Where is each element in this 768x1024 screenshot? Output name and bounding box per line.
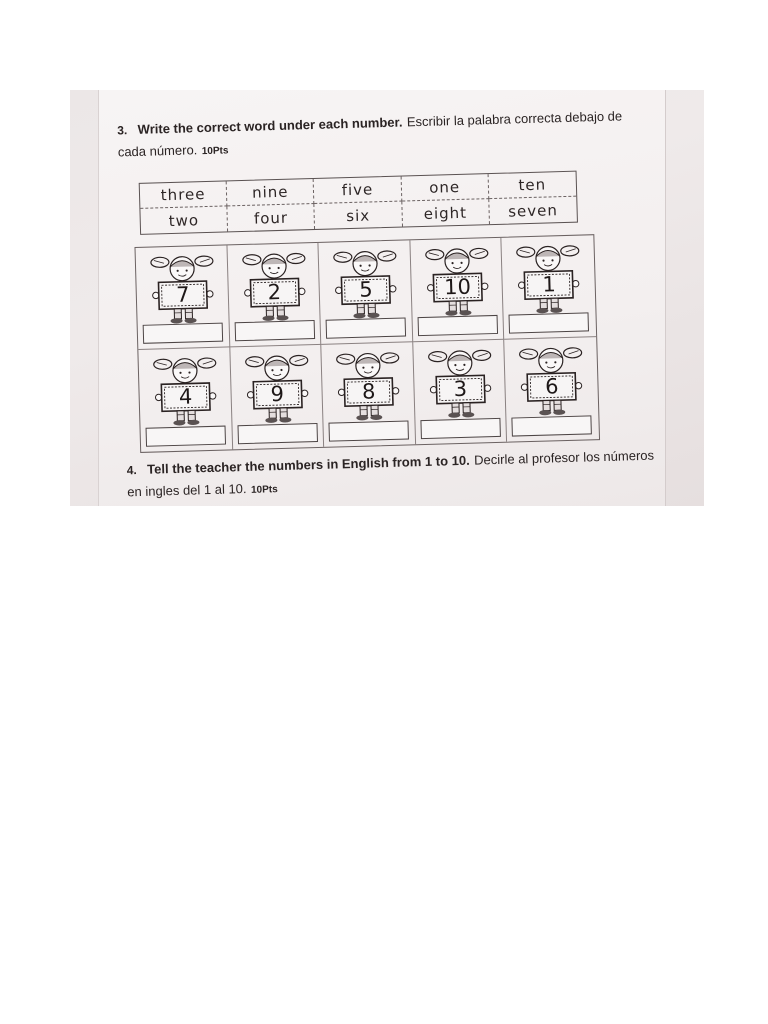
word-bank-word: six	[315, 202, 403, 229]
word-bank-word: four	[228, 204, 316, 231]
number-card	[227, 243, 321, 348]
answer-box[interactable]	[509, 312, 589, 333]
question-3-instruction-es: Escribir la palabra correcta debajo de cada número.	[117, 108, 623, 160]
word-bank-word: seven	[507, 200, 559, 221]
card-number: 3	[453, 376, 468, 402]
answer-box[interactable]	[237, 423, 317, 444]
card-number: 9	[270, 381, 285, 407]
number-card-grid	[134, 234, 600, 453]
card-number: 10	[443, 274, 472, 300]
number-card	[136, 245, 230, 350]
question-4-instruction-es: Decirle al profesor los números en ingles del 1 al 10.	[127, 447, 655, 500]
word-bank-word: three	[140, 181, 228, 208]
question-3-points: 10Pts	[201, 145, 229, 158]
number-card	[413, 340, 507, 445]
card-number: 7	[175, 282, 190, 307]
card-number: 4	[178, 384, 193, 409]
word-bank-word: two	[140, 206, 228, 233]
answer-box[interactable]	[326, 317, 406, 338]
word-bank-word: nine	[227, 179, 315, 206]
answer-box[interactable]	[146, 426, 226, 447]
answer-box[interactable]	[329, 420, 409, 441]
question-4-points: 10Pts	[250, 484, 278, 496]
number-card	[319, 240, 413, 345]
question-4-instruction-en: Tell the teacher the numbers in English from 1 to 10.	[146, 452, 470, 477]
word-bank-word: eight	[402, 199, 490, 226]
card-number: 1	[542, 272, 557, 297]
question-3-instruction-en: Write the correct word under each number.	[137, 114, 403, 137]
word-bank-word: ten	[488, 172, 576, 199]
word-bank	[139, 171, 578, 235]
card-number: 2	[267, 279, 282, 305]
question-3-number: 3.	[117, 123, 128, 138]
number-card	[321, 342, 415, 447]
question-3	[117, 105, 638, 166]
card-number: 5	[358, 277, 373, 302]
worksheet-content	[70, 90, 704, 506]
word-bank-word: five	[314, 177, 402, 204]
number-card	[410, 238, 504, 343]
number-card	[502, 235, 596, 340]
word-bank-word: one	[401, 174, 489, 201]
number-card	[230, 345, 324, 450]
card-number: 8	[361, 379, 376, 404]
answer-box[interactable]	[417, 315, 497, 336]
answer-box[interactable]	[512, 415, 592, 436]
card-number: 6	[544, 374, 559, 399]
answer-box[interactable]	[420, 418, 500, 439]
answer-box[interactable]	[234, 320, 314, 341]
number-card	[505, 337, 599, 442]
question-4	[126, 444, 667, 505]
number-card	[138, 347, 232, 452]
worksheet-photo	[70, 90, 704, 506]
question-4-number: 4.	[126, 463, 137, 478]
answer-box[interactable]	[143, 323, 223, 344]
